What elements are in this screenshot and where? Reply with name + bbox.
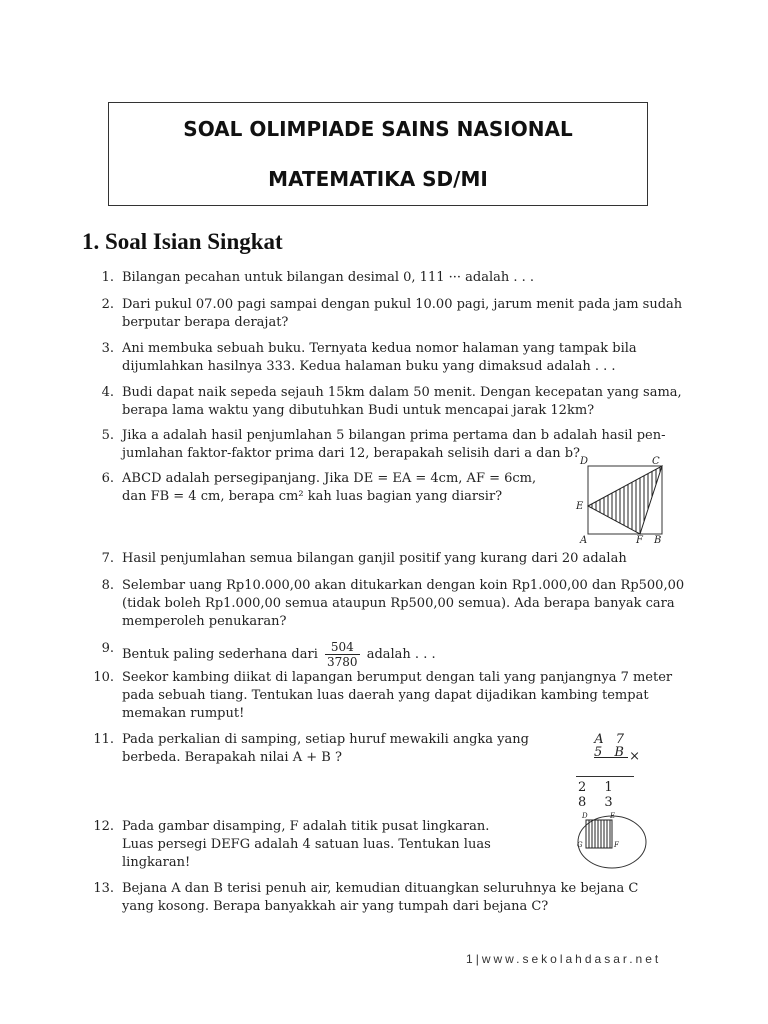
question-line: Budi dapat naik sepeda sejauh 15km dalam 50 menit. Dengan kecepatan yang sama, xyxy=(122,385,682,400)
question-line: pada sebuah tiang. Tentukan luas daerah yang dapat dijadikan kambing tempat xyxy=(122,688,649,703)
footer-site: www.sekolahdasar.net xyxy=(481,952,662,966)
question-text-post: adalah . . . xyxy=(366,647,436,662)
question-line: berapa lama waktu yang dibutuhkan Budi untuk mencapai jarak 12km? xyxy=(122,403,595,418)
mult-row-2: 5 B xyxy=(594,745,628,760)
question-line xyxy=(122,640,436,669)
hatched-triangle xyxy=(588,466,662,534)
question-4 xyxy=(101,384,682,420)
question-number: 3. xyxy=(101,341,114,356)
question-number: 9. xyxy=(101,641,114,656)
label-g: G xyxy=(577,841,583,849)
question-line: Luas persegi DEFG adalah 4 satuan luas. Tentukan luas xyxy=(122,837,491,852)
question-12 xyxy=(93,818,491,872)
question-11 xyxy=(93,731,529,767)
figure-q6-rectangle xyxy=(568,454,664,544)
label-f: F xyxy=(636,535,643,544)
fraction-denominator: 3780 xyxy=(327,655,358,669)
fraction-numerator: 504 xyxy=(325,640,360,655)
question-line: Selembar uang Rp10.000,00 akan ditukarkan dengan koin Rp1.000,00 dan Rp500,00 xyxy=(122,578,685,593)
question-2 xyxy=(101,296,683,332)
question-3 xyxy=(101,340,637,376)
question-6 xyxy=(101,470,537,506)
question-line: Hasil penjumlahan semua bilangan ganjil positif yang kurang dari 20 adalah xyxy=(122,551,627,566)
page-footer xyxy=(466,952,661,966)
question-line: memakan rumput! xyxy=(122,706,245,721)
mult-result: 2 1 8 3 xyxy=(578,780,620,810)
label-f: F xyxy=(614,841,619,849)
question-line: memperoleh penukaran? xyxy=(122,614,287,629)
mult-row-1: A 7 xyxy=(594,732,628,747)
hatch-lines xyxy=(589,810,610,870)
label-b: B xyxy=(654,535,662,544)
label-a: A xyxy=(580,535,588,544)
fraction xyxy=(325,640,360,669)
question-number: 5. xyxy=(101,428,114,443)
question-line: Seekor kambing diikat di lapangan berumput dengan tali yang panjangnya 7 meter xyxy=(122,670,673,685)
square-defg xyxy=(586,820,612,848)
question-number: 4. xyxy=(101,385,114,400)
question-line: Jika a adalah hasil penjumlahan 5 bilangan prima pertama dan b adalah hasil pen- xyxy=(122,428,666,443)
question-number: 13. xyxy=(93,881,114,896)
question-number: 1. xyxy=(101,270,114,285)
question-number: 7. xyxy=(101,551,114,566)
label-e: E xyxy=(610,812,616,820)
title-line-2: MATEMATIKA SD/MI xyxy=(268,167,488,191)
question-line: Bilangan pecahan untuk bilangan desimal 0, 111 ··· adalah . . . xyxy=(122,270,535,285)
question-text-pre: Bentuk paling sederhana dari xyxy=(122,647,318,662)
question-line: ABCD adalah persegipanjang. Jika DE = EA = 4cm, AF = 6cm, xyxy=(122,471,537,486)
question-10 xyxy=(93,669,673,723)
question-line: dijumlahkan hasilnya 333. Kedua halaman buku yang dimaksud adalah . . . xyxy=(122,359,616,374)
question-line: Dari pukul 07.00 pagi sampai dengan pukul 10.00 pagi, jarum menit pada jam sudah xyxy=(122,297,683,312)
question-number: 6. xyxy=(101,471,114,486)
page-number: 1 xyxy=(466,952,476,966)
question-line: dan FB = 4 cm, berapa cm² kah luas bagian yang diarsir? xyxy=(122,489,503,504)
question-line: Pada gambar disamping, F adalah titik pusat lingkaran. xyxy=(122,819,490,834)
question-number: 10. xyxy=(93,670,114,685)
question-line: Ani membuka sebuah buku. Ternyata kedua nomor halaman yang tampak bila xyxy=(122,341,637,356)
question-line: berputar berapa derajat? xyxy=(122,315,289,330)
question-number: 8. xyxy=(101,578,114,593)
question-line: Pada perkalian di samping, setiap huruf mewakili angka yang xyxy=(122,732,529,747)
figure-q12-circle xyxy=(574,810,664,870)
question-number: 12. xyxy=(93,819,114,834)
hatch-lines xyxy=(592,454,660,544)
label-d: D xyxy=(580,456,589,467)
section-title: 1. Soal Isian Singkat xyxy=(82,229,283,254)
figure-q11-multiplication xyxy=(574,732,640,810)
question-line: berbeda. Berapakah nilai A + B ? xyxy=(122,750,342,765)
question-9 xyxy=(101,640,436,669)
question-13 xyxy=(93,880,639,916)
label-d: D xyxy=(582,812,588,820)
question-number: 11. xyxy=(93,732,114,747)
question-line: Bejana A dan B terisi penuh air, kemudian dituangkan seluruhnya ke bejana C xyxy=(122,881,639,896)
label-c: C xyxy=(652,456,660,467)
question-1 xyxy=(101,269,535,287)
title-line-1: SOAL OLIMPIADE SAINS NASIONAL xyxy=(183,117,573,141)
question-7 xyxy=(101,550,627,568)
footer-separator: | xyxy=(475,952,482,966)
question-line: (tidak boleh Rp1.000,00 semua ataupun Rp500,00 semua). Ada berapa banyak cara xyxy=(122,596,675,611)
question-number: 2. xyxy=(101,297,114,312)
times-icon: × xyxy=(629,749,640,764)
question-line: lingkaran! xyxy=(122,855,191,870)
question-line: yang kosong. Berapa banyakkah air yang tumpah dari bejana C? xyxy=(122,899,549,914)
title-box xyxy=(108,102,648,206)
question-line: jumlahan faktor-faktor prima dari 12, berapakah selisih dari a dan b? xyxy=(122,446,581,461)
label-e: E xyxy=(576,501,584,512)
mult-divider xyxy=(576,776,634,777)
question-8 xyxy=(101,577,685,631)
